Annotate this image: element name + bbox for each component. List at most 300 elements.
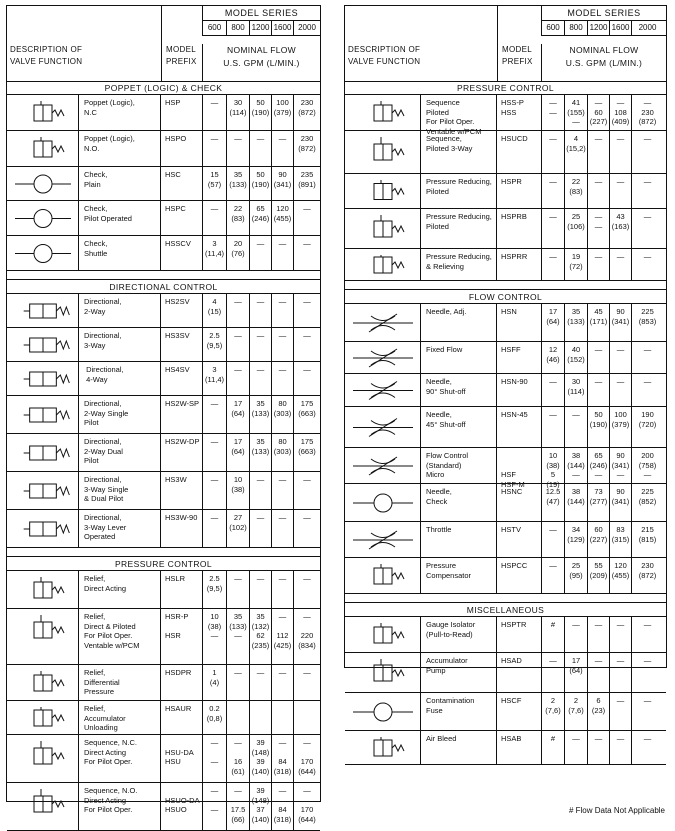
throttle-icon	[345, 522, 421, 557]
directional-4way-icon	[7, 362, 79, 395]
table-row	[7, 665, 320, 701]
flow-value-600: 10 (38) 5 (19)	[542, 448, 565, 483]
directional-2way-dual-icon	[7, 434, 79, 471]
valve-function: Directional, 2-Way Dual Pilot	[79, 434, 161, 471]
flow-value-800: 2 (7,6)	[565, 693, 588, 730]
flow-value-1200: —	[588, 617, 610, 652]
flow-value-2000: 230 (872)	[298, 98, 316, 117]
table-row	[7, 472, 320, 510]
model-prefix: HSUO-DA HSUO	[161, 783, 203, 830]
model-prefix: HS3W-90	[161, 510, 203, 547]
valve-function: Pressure Reducing, Piloted	[421, 209, 497, 248]
flow-value-1600: 90 (341)	[610, 304, 632, 341]
flow-value-800: 35 (133)	[227, 167, 250, 200]
flow-value-600: —	[203, 472, 227, 509]
flow-value-800: —	[227, 328, 250, 361]
table-row	[345, 731, 666, 765]
flow-value-2000: —	[643, 345, 652, 354]
table-row	[7, 294, 320, 328]
flow-value-2000: —	[303, 297, 311, 306]
flow-value-2000	[294, 701, 320, 734]
valve-function: Fixed Flow	[421, 342, 497, 373]
section-title: PRESSURE CONTROL	[7, 557, 320, 571]
valve-function: Directional, 3-Way Lever Operated	[79, 510, 161, 547]
flow-value-1600: —	[272, 328, 294, 361]
relief-piloted-icon	[7, 609, 79, 664]
table-row	[345, 653, 666, 693]
valve-function: Pressure Compensator	[421, 558, 497, 593]
valve-function: Contamination Fuse	[421, 693, 497, 730]
pressure-compensator-icon	[345, 558, 421, 593]
model-prefix: HSPC	[161, 201, 203, 235]
model-prefix: HSF HSF-M	[497, 448, 542, 483]
flow-value-800: — 17.5 (66)	[227, 783, 250, 830]
flow-value-800: 35 (133)	[565, 304, 588, 341]
flow-value-2000: 230 (872)	[638, 561, 657, 580]
flow-value-600: #	[542, 731, 565, 764]
flow-value-2000: — 220 (834)	[298, 612, 316, 650]
model-prefix: HS2SV	[161, 294, 203, 327]
table-row	[345, 407, 666, 448]
relief-direct-icon	[7, 571, 79, 608]
flow-value-800: 34 (129)	[565, 522, 588, 557]
flow-value-2000: —	[303, 331, 311, 340]
flow-value-2000: —	[303, 204, 311, 213]
model-size-1600: 1600	[272, 21, 294, 35]
model-prefix: HSFF	[497, 342, 542, 373]
footnote: # Flow Data Not Applicable	[568, 806, 665, 815]
flow-value-2000: —	[643, 212, 652, 221]
model-size-600: 600	[203, 21, 227, 35]
flow-value-600: —	[542, 407, 565, 447]
flow-value-1200: 39 (148) 37 (140)	[250, 783, 272, 830]
flow-value-600: —	[203, 131, 227, 166]
model-prefix: HSPO	[161, 131, 203, 166]
valve-function: Directional, 2-Way Single Pilot	[79, 396, 161, 433]
valve-function: Pressure Reducing, & Relieving	[421, 249, 497, 280]
flow-value-2000: —	[643, 620, 652, 629]
flow-value-1600: —	[272, 510, 294, 547]
directional-3way-icon	[7, 328, 79, 361]
needle-90-icon	[345, 374, 421, 406]
flow-value-600: 2 (7,6)	[542, 693, 565, 730]
flow-value-600: 12 (46)	[542, 342, 565, 373]
model-prefix: HS3W	[161, 472, 203, 509]
model-prefix-heading: MODEL PREFIX	[166, 45, 197, 66]
model-prefix: HSS-P HSS	[497, 95, 542, 130]
valve-function: Directional, 2-Way	[79, 294, 161, 327]
flow-value-600: —	[203, 95, 227, 130]
flow-value-1200: 50 (190)	[250, 167, 272, 200]
sequence-3way-icon	[345, 131, 421, 173]
flow-value-600: — —	[203, 783, 227, 830]
table-row	[7, 396, 320, 434]
model-prefix: HSAUR	[161, 701, 203, 734]
table-row	[7, 362, 320, 396]
table-header	[345, 6, 666, 82]
flow-value-2000: 215 (815)	[638, 525, 657, 544]
flow-value-600: —	[542, 174, 565, 208]
valve-function: Sequence, Piloted 3-Way	[421, 131, 497, 173]
flow-value-1600: —	[272, 472, 294, 509]
valve-function: Needle, 90° Shut-off	[421, 374, 497, 406]
flow-value-800: —	[227, 665, 250, 700]
sequence-ventable-icon	[345, 95, 421, 130]
nominal-flow-heading: NOMINAL FLOW U.S. GPM (L/MIN.)	[541, 44, 666, 81]
table-row	[345, 693, 666, 731]
table-row	[345, 374, 666, 407]
section-title: MISCELLANEOUS	[345, 603, 666, 617]
flow-value-1200: 50 (190)	[588, 407, 610, 447]
flow-value-2000: —	[643, 134, 652, 143]
flow-value-600: #	[542, 617, 565, 652]
model-sizes	[541, 21, 666, 36]
flow-value-800: 41 (155) —	[565, 95, 588, 130]
flow-value-800: 25 (95)	[565, 558, 588, 593]
flow-value-800: 17 (64)	[565, 653, 588, 692]
model-prefix: HSDPR	[161, 665, 203, 700]
flow-value-1200: 50 (190)	[250, 95, 272, 130]
flow-value-600: 3 (11,4)	[203, 236, 227, 270]
flow-value-1600: —	[610, 131, 632, 173]
flow-value-1200: 65 (246) —	[588, 448, 610, 483]
flow-value-1600: — 108 (409)	[610, 95, 632, 130]
flow-value-800: 30 (114)	[565, 374, 588, 406]
needle-45-icon	[345, 407, 421, 447]
flow-value-600: —	[203, 434, 227, 471]
flow-value-2000: 235 (891)	[298, 170, 316, 189]
model-prefix: HSN-45	[497, 407, 542, 447]
flow-value-1200: — —	[588, 209, 610, 248]
flow-value-1200	[250, 701, 272, 734]
right-table	[344, 5, 667, 743]
flow-value-800: —	[565, 731, 588, 764]
needle-check-icon	[345, 484, 421, 521]
valve-function: Relief, Direct Acting	[79, 571, 161, 608]
valve-function: Sequence Piloted For Pilot Oper. Ventable w/PCM	[421, 95, 497, 130]
flow-value-800: —	[227, 362, 250, 395]
table-row	[345, 522, 666, 558]
model-size-2000: 2000	[298, 23, 316, 32]
accumulator-pump-icon	[345, 653, 421, 692]
model-size-1200: 1200	[588, 21, 610, 35]
valve-function: Sequence, N.C. Direct Acting For Pilot Oper.	[79, 735, 161, 782]
table-row	[7, 735, 320, 783]
valve-function: Needle, Check	[421, 484, 497, 521]
flow-value-2000: 225 (852)	[638, 487, 657, 506]
table-row	[345, 304, 666, 342]
check-pilot-icon	[7, 201, 79, 235]
flow-value-1600: —	[610, 374, 632, 406]
flow-value-2000: — 230 (872)	[638, 98, 657, 126]
valve-function: Check, Pilot Operated	[79, 201, 161, 235]
valve-function: Directional, 4-Way	[79, 362, 161, 395]
flow-value-1600: —	[610, 731, 632, 764]
table-row	[7, 434, 320, 472]
flow-value-800: —	[565, 617, 588, 652]
flow-value-1200: —	[588, 131, 610, 173]
flow-value-800: 17 (64)	[227, 396, 250, 433]
air-bleed-icon	[345, 731, 421, 764]
valve-function: Air Bleed	[421, 731, 497, 764]
pressure-relieving-icon	[345, 249, 421, 280]
valve-function: Check, Shuttle	[79, 236, 161, 270]
flow-value-1600: —	[610, 653, 632, 692]
valve-function: Accumulator Pump	[421, 653, 497, 692]
gauge-isolator-icon	[345, 617, 421, 652]
flow-value-1600: —	[272, 294, 294, 327]
table-row	[345, 95, 666, 136]
table-row	[345, 131, 666, 174]
section-title: POPPET (LOGIC) & CHECK	[7, 81, 320, 95]
flow-value-1200: 6 (23)	[588, 693, 610, 730]
table-row	[7, 167, 320, 201]
flow-value-800: 22 (83)	[227, 201, 250, 235]
flow-value-1600: —	[272, 236, 294, 270]
flow-value-1200: —	[250, 328, 272, 361]
flow-value-600: —	[542, 131, 565, 173]
flow-value-2000: —	[643, 734, 652, 743]
flow-value-1200: —	[588, 731, 610, 764]
needle-adj-icon	[345, 304, 421, 341]
model-prefix: HS2W-SP	[161, 396, 203, 433]
flow-value-1200: —	[250, 131, 272, 166]
flow-value-1600: —	[272, 571, 294, 608]
model-prefix: HSAB	[497, 731, 542, 764]
flow-value-600: —	[542, 249, 565, 280]
model-sizes	[202, 21, 320, 36]
valve-function: Directional, 3-Way	[79, 328, 161, 361]
valve-function: Needle, 45° Shut-off	[421, 407, 497, 447]
flow-value-800	[227, 701, 250, 734]
flow-value-1200: 55 (209)	[588, 558, 610, 593]
table-row	[345, 448, 666, 489]
table-row	[345, 558, 666, 594]
flow-value-1600: — 84 (318)	[272, 735, 294, 782]
table-row	[7, 236, 320, 271]
valve-function: Gauge Isolator (Pull-to-Read)	[421, 617, 497, 652]
flow-value-1600: —	[610, 174, 632, 208]
flow-value-2000: —	[643, 656, 652, 665]
model-series-heading: MODEL SERIES	[541, 6, 666, 21]
flow-value-2000: 190 (720)	[638, 410, 657, 429]
flow-value-2000: —	[643, 177, 652, 186]
section-gap	[7, 271, 320, 280]
table-row	[345, 249, 666, 281]
sequence-no-icon	[7, 783, 79, 830]
valve-function: Directional, 3-Way Single & Dual Pilot	[79, 472, 161, 509]
model-prefix: HSPRB	[497, 209, 542, 248]
table-row	[7, 783, 320, 831]
table-row	[345, 484, 666, 522]
flow-value-1600: 100 (379)	[610, 407, 632, 447]
flow-value-1600: —	[272, 362, 294, 395]
check-plain-icon	[7, 167, 79, 200]
flow-value-800: 40 (152)	[565, 342, 588, 373]
contamination-fuse-icon	[345, 693, 421, 730]
valve-function: Relief, Accumulator Unloading	[79, 701, 161, 734]
flow-value-600: 4 (15)	[203, 294, 227, 327]
flow-value-1600: 90 (341)	[272, 167, 294, 200]
section-gap	[345, 281, 666, 290]
directional-2way-single-icon	[7, 396, 79, 433]
model-size-1600: 1600	[610, 21, 632, 35]
flow-value-1600	[272, 701, 294, 734]
model-size-1200: 1200	[250, 21, 272, 35]
model-size-2000: 2000	[638, 23, 657, 32]
flow-value-600: 2.5 (9,5)	[203, 571, 227, 608]
flow-value-600: 12.5 (47)	[542, 484, 565, 521]
flow-value-600: 2.5 (9,5)	[203, 328, 227, 361]
flow-value-1200: —	[250, 510, 272, 547]
flow-value-800: 38 (144)	[565, 484, 588, 521]
flow-value-1200: 35 (133)	[250, 396, 272, 433]
model-prefix: HS4SV	[161, 362, 203, 395]
left-table	[6, 5, 321, 824]
flow-value-600: —	[542, 653, 565, 692]
flow-value-800: —	[227, 131, 250, 166]
model-prefix: HS3SV	[161, 328, 203, 361]
flow-value-2000: —	[643, 252, 652, 261]
flow-value-2000: 175 (663)	[298, 399, 316, 418]
flow-value-1600: 90 (341) —	[610, 448, 632, 483]
flow-value-1600: —	[610, 342, 632, 373]
valve-function: Needle, Adj.	[421, 304, 497, 341]
poppet-no-icon	[7, 131, 79, 166]
flow-value-1200: —	[250, 236, 272, 270]
flow-value-600: 15 (57)	[203, 167, 227, 200]
flow-value-800: 35 (133) —	[227, 609, 250, 664]
valve-function: Check, Plain	[79, 167, 161, 200]
model-prefix: HSAD	[497, 653, 542, 692]
flow-value-2000: 175 (663)	[298, 437, 316, 456]
flow-control-icon	[345, 448, 421, 483]
relief-differential-icon	[7, 665, 79, 700]
flow-value-1600: —	[610, 249, 632, 280]
model-prefix: HSPTR	[497, 617, 542, 652]
flow-value-1600: —	[610, 617, 632, 652]
flow-value-1200: —	[588, 249, 610, 280]
flow-value-1200: 65 (246)	[250, 201, 272, 235]
flow-value-1600: 80 (303)	[272, 396, 294, 433]
flow-value-1200: —	[250, 362, 272, 395]
flow-value-800: 10 (38)	[227, 472, 250, 509]
pressure-reducing-b-icon	[345, 209, 421, 248]
flow-value-2000: —	[303, 365, 311, 374]
flow-value-600: — —	[203, 735, 227, 782]
directional-2way-icon	[7, 294, 79, 327]
model-size-800: 800	[565, 21, 588, 35]
table-row	[345, 209, 666, 249]
flow-value-1200: 60 (227)	[588, 522, 610, 557]
flow-value-2000: 200 (758) —	[638, 451, 657, 479]
table-row	[345, 342, 666, 374]
flow-value-1600: —	[272, 131, 294, 166]
flow-value-1600: 120 (455)	[272, 201, 294, 235]
section-title: FLOW CONTROL	[345, 290, 666, 304]
section-gap	[345, 594, 666, 603]
flow-value-1600: — 84 (318)	[272, 783, 294, 830]
flow-value-2000: —	[303, 574, 311, 583]
description-heading: DESCRIPTION OF VALVE FUNCTION	[10, 45, 83, 66]
model-prefix: HSP	[161, 95, 203, 130]
model-size-800: 800	[227, 21, 250, 35]
model-prefix: HSR-P HSR	[161, 609, 203, 664]
table-row	[345, 174, 666, 209]
flow-value-600: — —	[542, 95, 565, 130]
flow-value-800: 25 (106)	[565, 209, 588, 248]
valve-function: Poppet (Logic), N.C	[79, 95, 161, 130]
flow-value-600: —	[542, 374, 565, 406]
relief-accumulator-icon	[7, 701, 79, 734]
flow-value-1600: —	[272, 665, 294, 700]
model-prefix: HSCF	[497, 693, 542, 730]
flow-value-1200: —	[588, 174, 610, 208]
section-title: PRESSURE CONTROL	[345, 81, 666, 95]
flow-value-600: —	[542, 558, 565, 593]
flow-value-1600: — 112 (425)	[272, 609, 294, 664]
flow-value-800: — 16 (61)	[227, 735, 250, 782]
flow-value-800: 4 (15,2)	[565, 131, 588, 173]
poppet-nc-icon	[7, 95, 79, 130]
flow-value-600: —	[542, 209, 565, 248]
directional-3way-dual-icon	[7, 472, 79, 509]
directional-lever-icon	[7, 510, 79, 547]
model-prefix: HSN-90	[497, 374, 542, 406]
table-header	[7, 6, 320, 82]
flow-value-1600: 43 (163)	[610, 209, 632, 248]
model-prefix: HSU-DA HSU	[161, 735, 203, 782]
model-series-heading: MODEL SERIES	[202, 6, 320, 21]
flow-value-800: —	[565, 407, 588, 447]
flow-value-600: 0.2 (0,8)	[203, 701, 227, 734]
flow-value-1200: —	[588, 653, 610, 692]
flow-value-1200: 39 (148) 39 (140)	[250, 735, 272, 782]
table-row	[7, 701, 320, 735]
valve-function: Throttle	[421, 522, 497, 557]
model-prefix-heading: MODEL PREFIX	[502, 45, 533, 66]
flow-value-1600: 120 (455)	[610, 558, 632, 593]
flow-value-1600: 83 (315)	[610, 522, 632, 557]
table-row	[7, 571, 320, 609]
flow-value-2000: 230 (872)	[298, 134, 316, 153]
flow-value-2000: — 170 (644)	[298, 738, 316, 776]
section-gap	[7, 548, 320, 557]
flow-value-2000: —	[303, 513, 311, 522]
valve-function: Relief, Differential Pressure	[79, 665, 161, 700]
flow-value-1600: —	[610, 693, 632, 730]
table-row	[7, 131, 320, 167]
flow-value-1200: 35 (132) 62 (235)	[250, 609, 272, 664]
flow-value-600: —	[203, 396, 227, 433]
flow-value-1600: 90 (341)	[610, 484, 632, 521]
flow-value-1200: 45 (171)	[588, 304, 610, 341]
flow-value-800: 22 (83)	[565, 174, 588, 208]
flow-value-2000: —	[303, 475, 311, 484]
flow-value-1200: —	[588, 342, 610, 373]
flow-value-800: 38 (144) —	[565, 448, 588, 483]
flow-value-600: 1 (4)	[203, 665, 227, 700]
model-prefix: HSUCD	[497, 131, 542, 173]
flow-value-1600: 80 (303)	[272, 434, 294, 471]
model-prefix: HSSCV	[161, 236, 203, 270]
flow-value-2000: — 170 (644)	[298, 786, 316, 824]
table-row	[7, 95, 320, 131]
flow-value-600: —	[542, 522, 565, 557]
model-prefix: HSN	[497, 304, 542, 341]
flow-value-1200: —	[250, 472, 272, 509]
valve-function: Flow Control (Standard) Micro	[421, 448, 497, 483]
